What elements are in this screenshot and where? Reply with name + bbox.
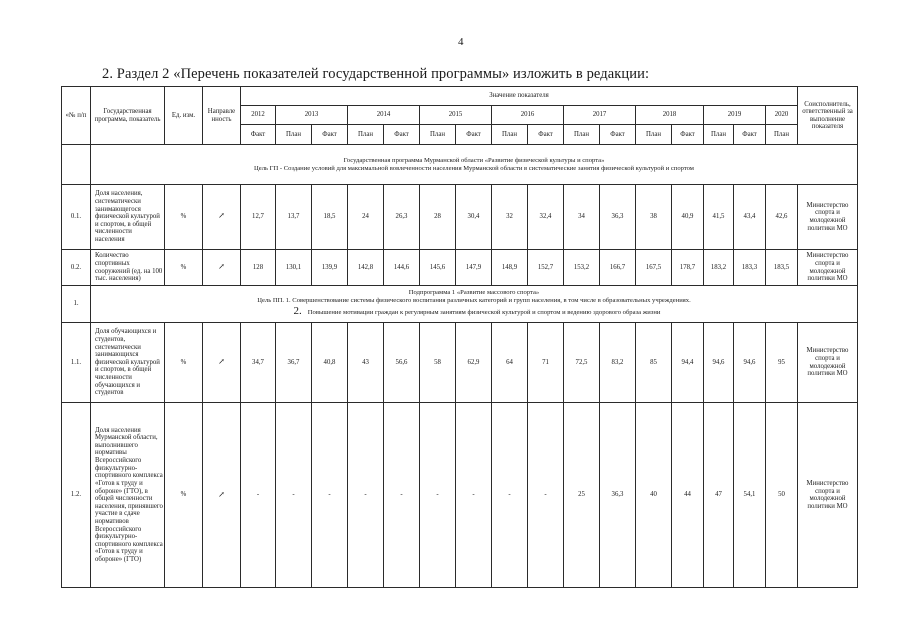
- value-cell: 95: [766, 322, 798, 402]
- value-cell: 94,6: [734, 322, 766, 402]
- header-sub-cell: Факт: [312, 124, 348, 145]
- value-cell: -: [348, 403, 384, 588]
- value-cell: -: [492, 403, 528, 588]
- value-cell: 24: [348, 185, 384, 250]
- year-2014: 2014: [348, 105, 420, 124]
- header-sub-cell: План: [636, 124, 672, 145]
- header-sub-cell: Факт: [600, 124, 636, 145]
- value-cell: 85: [636, 322, 672, 402]
- value-cell: 139,9: [312, 249, 348, 286]
- value-cell: -: [384, 403, 420, 588]
- value-cell: 153,2: [564, 249, 600, 286]
- value-cell: 147,9: [456, 249, 492, 286]
- direction-up-icon: ↗: [203, 403, 241, 588]
- header-sub-cell: План: [420, 124, 456, 145]
- value-cell: 18,5: [312, 185, 348, 250]
- direction-up-icon: ↗: [203, 185, 241, 250]
- year-2019: 2019: [704, 105, 766, 124]
- header-sub-cell: Факт: [734, 124, 766, 145]
- value-cell: 64: [492, 322, 528, 402]
- header-name: Государственная программа, показатель: [91, 87, 165, 145]
- row-name: Доля обучающихся и студентов, систематически занимающихся физической культурой и спортом, в общей численности обучающихся и студентов: [91, 322, 165, 402]
- header-sub-cell: Факт: [456, 124, 492, 145]
- value-cell: 42,6: [766, 185, 798, 250]
- program-row: [62, 145, 858, 185]
- value-cell: 32: [492, 185, 528, 250]
- value-cell: -: [528, 403, 564, 588]
- value-cell: 40,9: [672, 185, 704, 250]
- row-responsible: Министерство спорта и молодежной политики МО: [798, 322, 858, 402]
- value-cell: 43: [348, 322, 384, 402]
- header-sub-cell: Факт: [672, 124, 704, 145]
- value-cell: 13,7: [276, 185, 312, 250]
- header-unit: Ед. изм.: [165, 87, 203, 145]
- row-responsible: Министерство спорта и молодежной политики МО: [798, 249, 858, 286]
- subprogram-title-cell: [91, 286, 858, 323]
- direction-up-icon: ↗: [203, 322, 241, 402]
- program-goal: Цель ГП - Создание условий для максимальной вовлеченности населения Мурманской области в систематические занятия физической культурой и спортом: [254, 164, 694, 172]
- row-responsible: Министерство спорта и молодежной политики МО: [798, 185, 858, 250]
- value-cell: 58: [420, 322, 456, 402]
- value-cell: 38: [636, 185, 672, 250]
- header-sub-cell: Факт: [528, 124, 564, 145]
- year-2018: 2018: [636, 105, 704, 124]
- value-cell: 144,6: [384, 249, 420, 286]
- value-cell: 56,6: [384, 322, 420, 402]
- row-num: 0.1.: [62, 185, 91, 250]
- value-cell: 148,9: [492, 249, 528, 286]
- value-cell: 44: [672, 403, 704, 588]
- value-cell: 34: [564, 185, 600, 250]
- value-cell: 94,4: [672, 322, 704, 402]
- row-num: 1.2.: [62, 403, 91, 588]
- year-2013: 2013: [276, 105, 348, 124]
- value-cell: 152,7: [528, 249, 564, 286]
- value-cell: 62,9: [456, 322, 492, 402]
- value-cell: 54,1: [734, 403, 766, 588]
- value-cell: -: [241, 403, 276, 588]
- value-cell: 40,8: [312, 322, 348, 402]
- value-cell: 28: [420, 185, 456, 250]
- value-cell: 34,7: [241, 322, 276, 402]
- value-cell: 145,6: [420, 249, 456, 286]
- header-sub-cell: План: [564, 124, 600, 145]
- value-cell: 41,5: [704, 185, 734, 250]
- header-direction: Направле нность: [203, 87, 241, 145]
- value-cell: 71: [528, 322, 564, 402]
- value-cell: -: [456, 403, 492, 588]
- program-title: Государственная программа Мурманской области «Развитие физической культуры и спорта»: [343, 156, 605, 164]
- value-cell: 166,7: [600, 249, 636, 286]
- subprogram-num: 1.: [62, 286, 91, 323]
- value-cell: 183,3: [734, 249, 766, 286]
- header-sub-cell: План: [704, 124, 734, 145]
- indicators-table: [61, 86, 858, 588]
- year-2017: 2017: [564, 105, 636, 124]
- value-cell: 167,5: [636, 249, 672, 286]
- section-heading: 2. Раздел 2 «Перечень показателей государственной программы» изложить в редакции:: [102, 66, 650, 82]
- subprogram-row: [62, 286, 858, 323]
- year-2020: 2020: [766, 105, 798, 124]
- row-unit: %: [165, 185, 203, 250]
- value-cell: 36,3: [600, 185, 636, 250]
- value-cell: 128: [241, 249, 276, 286]
- row-name: Доля населения, систематически занимающегося физической культурой и спортом, в общей численности населения: [91, 185, 165, 250]
- value-cell: 26,3: [384, 185, 420, 250]
- year-2012: 2012: [241, 105, 276, 124]
- year-2015: 2015: [420, 105, 492, 124]
- header-sub-cell: Факт: [384, 124, 420, 145]
- header-sub-cell: План: [348, 124, 384, 145]
- value-cell: 183,5: [766, 249, 798, 286]
- row-name: Количество спортивных сооружений (ед. на 100 тыс. населения): [91, 249, 165, 286]
- value-cell: -: [276, 403, 312, 588]
- value-cell: -: [420, 403, 456, 588]
- task-marker: 2.: [293, 305, 302, 318]
- row-unit: %: [165, 249, 203, 286]
- program-title-cell: [91, 145, 858, 185]
- value-cell: 130,1: [276, 249, 312, 286]
- subprogram-title: Подпрограмма 1 «Развитие массового спорта»: [408, 288, 540, 296]
- value-cell: 43,4: [734, 185, 766, 250]
- header-value-group: Значение показателя: [241, 87, 798, 106]
- header-responsible: Соисполнитель, ответственный за выполнение показателя: [798, 87, 858, 145]
- year-2016: 2016: [492, 105, 564, 124]
- direction-up-icon: ↗: [203, 249, 241, 286]
- value-cell: 47: [704, 403, 734, 588]
- value-cell: 178,7: [672, 249, 704, 286]
- value-cell: -: [312, 403, 348, 588]
- value-cell: 36,3: [600, 403, 636, 588]
- indicator-row-1-1: [62, 322, 858, 402]
- row-unit: %: [165, 322, 203, 402]
- value-cell: 83,2: [600, 322, 636, 402]
- value-cell: 25: [564, 403, 600, 588]
- value-cell: 183,2: [704, 249, 734, 286]
- header-row-value-group: [62, 87, 858, 106]
- value-cell: 36,7: [276, 322, 312, 402]
- indicator-row-1-2: [62, 403, 858, 588]
- row-num: 0.2.: [62, 249, 91, 286]
- row-unit: %: [165, 403, 203, 588]
- page-number: 4: [458, 36, 464, 48]
- value-cell: 72,5: [564, 322, 600, 402]
- value-cell: 50: [766, 403, 798, 588]
- value-cell: 12,7: [241, 185, 276, 250]
- value-cell: 40: [636, 403, 672, 588]
- row-num: 1.1.: [62, 322, 91, 402]
- header-sub-cell: Факт: [241, 124, 276, 145]
- value-cell: 142,8: [348, 249, 384, 286]
- header-sub-cell: План: [766, 124, 798, 145]
- row-responsible: Министерство спорта и молодежной политики МО: [798, 403, 858, 588]
- subprogram-goal: Цель ПП. 1. Совершенствование системы физического воспитания различных категорий и групп населения, в том числе в образовательных учреждениях.: [257, 297, 691, 305]
- value-cell: 32,4: [528, 185, 564, 250]
- value-cell: 30,4: [456, 185, 492, 250]
- header-sub-cell: План: [276, 124, 312, 145]
- value-cell: 94,6: [704, 322, 734, 402]
- row-name: Доля населения Мурманской области, выполнившего нормативы Всероссийского физкультурно-спортивного комплекса «Готов к труду и обороне» (ГТО), в общей численности населения, принявшего участие в сдаче нормативов Всероссийского физкультурно-спортивного комплекса «Готов к труду и обороне» (ГТО): [91, 403, 165, 588]
- indicator-row-0-2: [62, 249, 858, 286]
- header-num: «№ п/п: [62, 87, 91, 145]
- subprogram-task: Повышение мотивации граждан к регулярным занятиям физической культурой и спортом и ведению здорового образа жизни: [307, 309, 661, 317]
- indicator-row-0-1: [62, 185, 858, 250]
- header-sub-cell: План: [492, 124, 528, 145]
